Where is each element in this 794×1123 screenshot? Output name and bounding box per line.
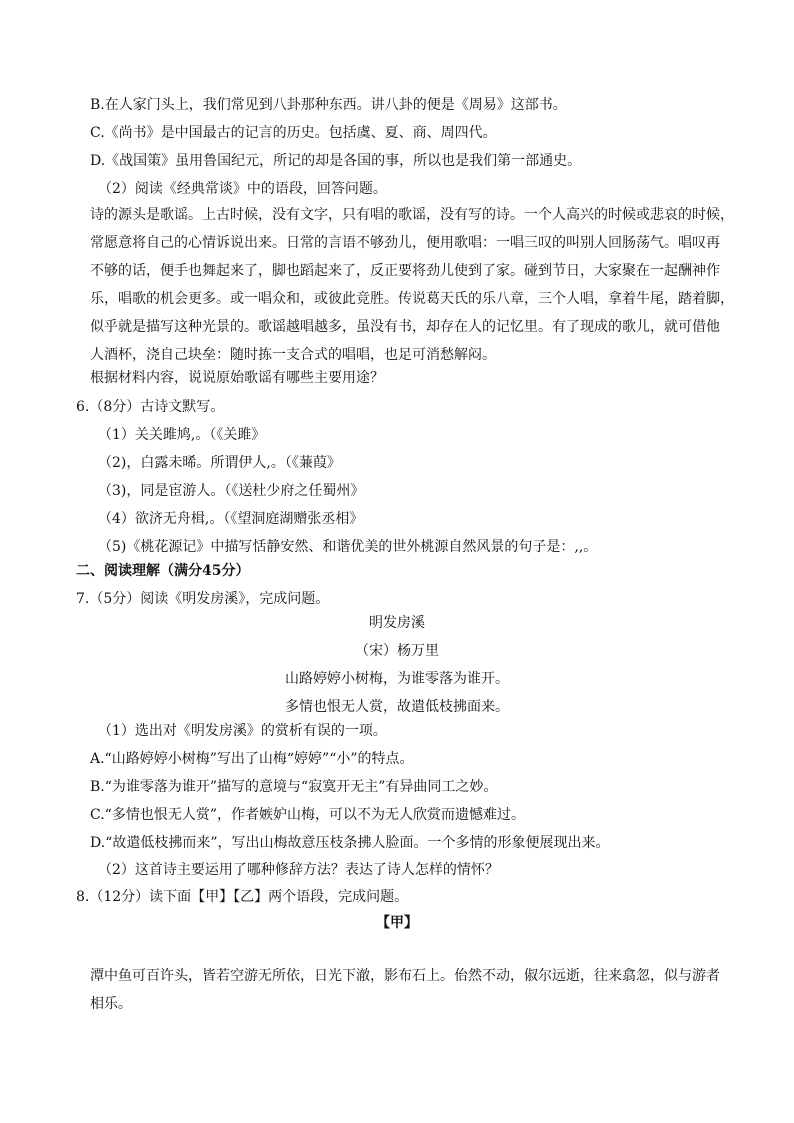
- poem-line-2: 多情也恨无人赏，故遣低枝拂面来。: [285, 699, 509, 715]
- question-7-heading: 7.（5分）阅读《明发房溪》，完成问题。: [76, 591, 330, 607]
- question-7-option-c: C.“多情也恨无人赏”，作者嫉妒山梅，可以不为无人欣赏而遗憾难过。: [90, 807, 525, 823]
- option-b-text: B.在人家门头上，我们常见到八卦那种东西。讲八卦的便是《周易》这部书。: [90, 97, 567, 113]
- passage-line: 似乎就是描写这种光景的。歌谣越唱越多，虽没有书，却存在人的记忆里。有了现成的歌儿，就可借他: [90, 319, 720, 335]
- question-7-option-b: B.“为谁零落为谁开”描写的意境与“寂寞开无主”有异曲同工之妙。: [90, 779, 498, 795]
- poem-line-1: 山路婷婷小树梅，为谁零落为谁开。: [285, 671, 509, 687]
- question-6-item-1: （1）关关雎鸠,。（《关雎》: [98, 427, 266, 443]
- classic-talk-passage: [90, 201, 734, 369]
- question-prompt: 根据材料内容，说说原始歌谣有哪些主要用途？: [90, 370, 384, 386]
- poem-title: 明发房溪: [369, 615, 425, 631]
- question-6-item-3: （3)，同是宦游人。（《送杜少府之任蜀州》: [98, 483, 365, 499]
- question-6-heading: 6.（8分）古诗文默写。: [76, 399, 225, 415]
- passage-jia-text: [90, 962, 720, 1018]
- option-d-text: D.《战国策》虽用鲁国纪元，所记的却是各国的事，所以也是我们第一部通史。: [90, 153, 582, 169]
- passage-line: 诗的源头是歌谣。上古时候，没有文字，只有唱的歌谣，没有写的诗。一个人高兴的时候或悲哀的时候，: [90, 207, 734, 223]
- question-7-option-a: A.“山路婷婷小树梅”写出了山梅“婷婷”“小”的特点。: [90, 751, 414, 767]
- passage-line: 常愿意将自己的心情诉说出来。日常的言语不够劲儿，便用歌唱：一唱三叹的叫别人回肠荡气。唱叹再: [90, 235, 720, 251]
- passage-line: 潭中鱼可百许头，皆若空游无所依，日光下澈，影布石上。佁然不动，俶尔远逝，往来翕忽，似与游者: [90, 968, 720, 984]
- question-7-sub-1: （1）选出对《明发房溪》的赏析有误的一项。: [98, 723, 387, 739]
- passage-jia-label: 【甲】: [376, 915, 418, 931]
- option-c-text: C.《尚书》是中国最古的记言的历史。包括虞、夏、商、周四代。: [90, 125, 497, 141]
- subquestion-2-prompt: （2）阅读《经典常谈》中的语段，回答问题。: [98, 181, 387, 197]
- question-6-item-4: （4）欲济无舟楫,。（《望洞庭湖赠张丞相》: [98, 511, 364, 527]
- passage-line: 不够的话，便手也舞起来了，脚也蹈起来了，反正要将劲儿使到了家。碰到节日，大家聚在一起酬神作: [90, 263, 720, 279]
- section-2-heading: 二、阅读理解（满分45分）: [76, 563, 250, 579]
- passage-line: 乐，唱歌的机会更多。或一唱众和，或彼此竞胜。传说葛天氏的乐八章，三个人唱，拿着牛尾，踏着脚，: [90, 291, 734, 307]
- question-6-item-2: （2)，白露未晞。所谓伊人,。（《蒹葭》: [98, 455, 341, 471]
- question-6-item-5: （5)《桃花源记》中描写恬静安然、和谐优美的世外桃源自然风景的句子是：,,。: [98, 539, 598, 555]
- passage-line: 人酒杯，浇自己块垒：随时拣一支合式的唱唱，也足可消愁解闷。: [90, 347, 496, 363]
- question-8-heading: 8.（12分）读下面【甲】【乙】两个语段，完成问题。: [76, 889, 409, 905]
- passage-line: 相乐。: [90, 996, 132, 1012]
- question-7-option-d: D.“故遣低枝拂而来”，写出山梅故意压枝条拂人脸面。一个多情的形象便展现出来。: [90, 835, 610, 851]
- poem-author: （宋）杨万里: [355, 643, 439, 659]
- question-7-sub-2: （2）这首诗主要运用了哪种修辞方法？表达了诗人怎样的情怀？: [98, 862, 499, 878]
